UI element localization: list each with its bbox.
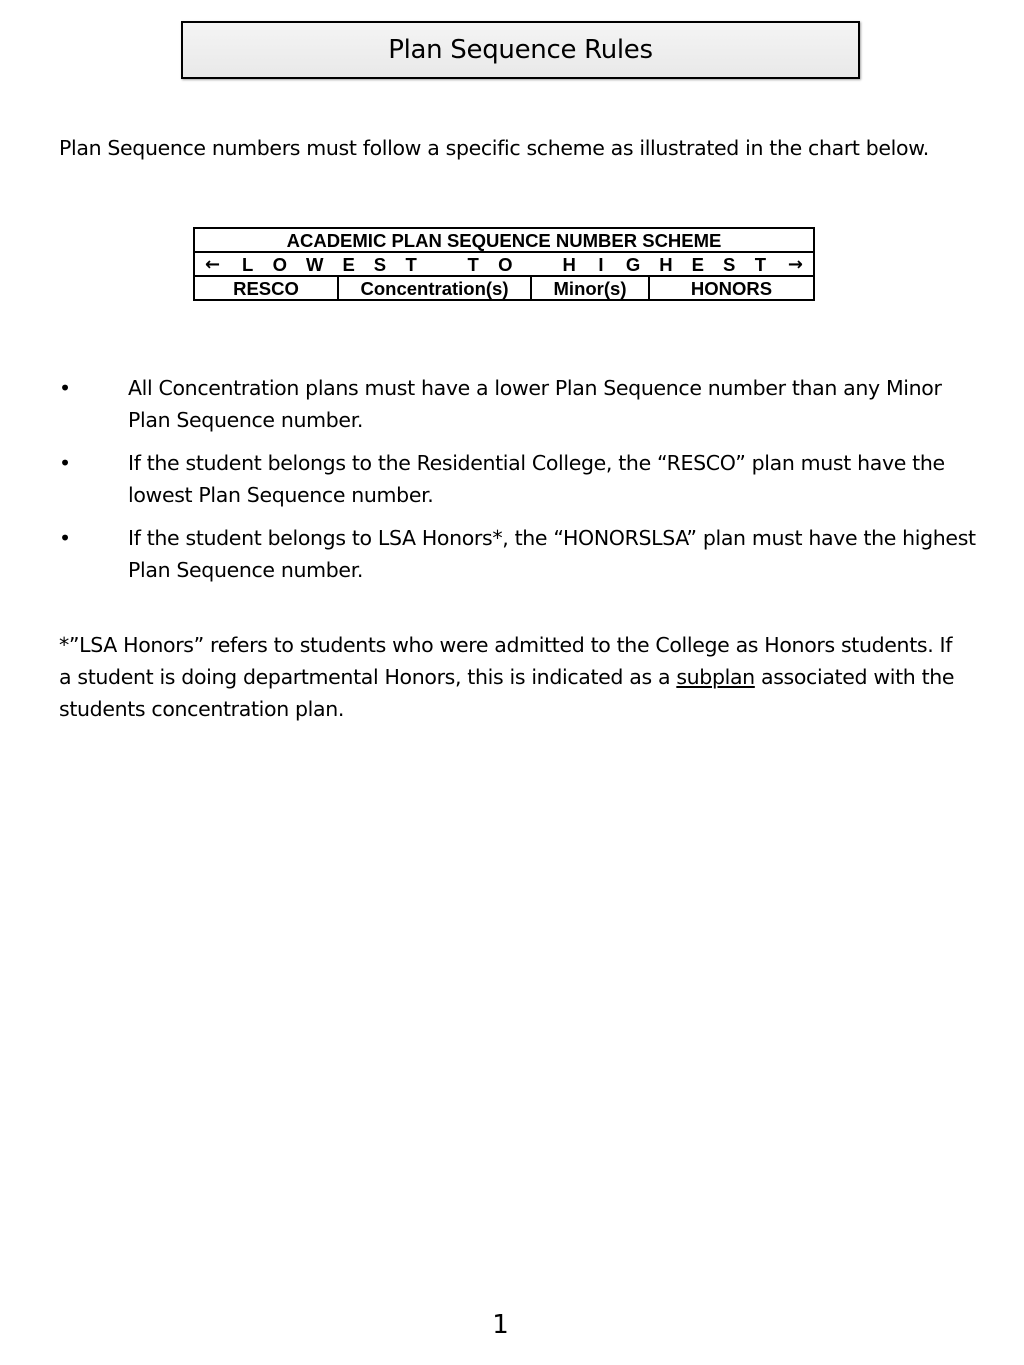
direction-letters: [232, 254, 776, 275]
direction-letter: H: [659, 253, 673, 275]
direction-letter: H: [562, 253, 576, 275]
direction-letter: I: [598, 253, 604, 275]
table-columns-row: [194, 276, 814, 300]
footnote-text-start: *”LSA Honors” refers to students who were admitted to the College as Honors students. If a student is doing departmental Honors, this is indicated as a: [59, 633, 953, 689]
title-box: [181, 21, 860, 79]
direction-letter: [532, 254, 544, 275]
bullet-icon: •: [59, 526, 71, 550]
table-heading: ACADEMIC PLAN SEQUENCE NUMBER SCHEME: [194, 228, 814, 252]
table-cell-honors: HONORS: [649, 276, 814, 300]
direction-letter: L: [241, 253, 254, 275]
direction-letter: O: [498, 253, 513, 275]
direction-letter: O: [272, 253, 287, 275]
direction-letter: S: [723, 253, 736, 275]
rule-text: If the student belongs to LSA Honors*, the “HONORSLSA” plan must have the highest Plan Sequence number.: [128, 526, 976, 582]
page-number: 1: [492, 1310, 509, 1340]
footnote-text-end: associated with the students concentration plan.: [59, 665, 955, 721]
rules-list: [59, 372, 979, 597]
direction-letter: W: [305, 253, 324, 275]
right-arrow-icon: →: [787, 253, 803, 275]
bullet-icon: •: [59, 376, 71, 400]
rule-text: All Concentration plans must have a lower Plan Sequence number than any Minor Plan Sequence number.: [128, 376, 942, 432]
footnote: [59, 629, 969, 725]
direction-letter: T: [467, 253, 479, 275]
left-arrow-icon: ←: [205, 253, 221, 275]
sequence-scheme-table: [193, 227, 815, 301]
table-cell-concentrations: Concentration(s): [338, 276, 531, 300]
bullet-icon: •: [59, 451, 71, 475]
table-heading-row: [194, 228, 814, 252]
direction-letter: E: [342, 253, 355, 275]
page-title: Plan Sequence Rules: [388, 35, 653, 65]
table-cell-resco: RESCO: [194, 276, 338, 300]
direction-letter: T: [754, 253, 767, 275]
direction-letter: G: [625, 253, 641, 275]
subplan-term: subplan: [676, 665, 755, 689]
direction-letter: [436, 254, 448, 275]
list-item: [59, 447, 979, 511]
list-item: [59, 372, 979, 436]
direction-letter: S: [373, 253, 387, 275]
table-cell-minors: Minor(s): [531, 276, 649, 300]
direction-indicator: [195, 254, 813, 275]
intro-paragraph: Plan Sequence numbers must follow a specific scheme as illustrated in the chart below.: [59, 136, 929, 160]
direction-letter: E: [691, 253, 705, 275]
direction-letter: T: [405, 253, 417, 275]
list-item: [59, 522, 979, 586]
rule-text: If the student belongs to the Residential College, the “RESCO” plan must have the lowest Plan Sequence number.: [128, 451, 945, 507]
table-direction-row: [194, 252, 814, 276]
